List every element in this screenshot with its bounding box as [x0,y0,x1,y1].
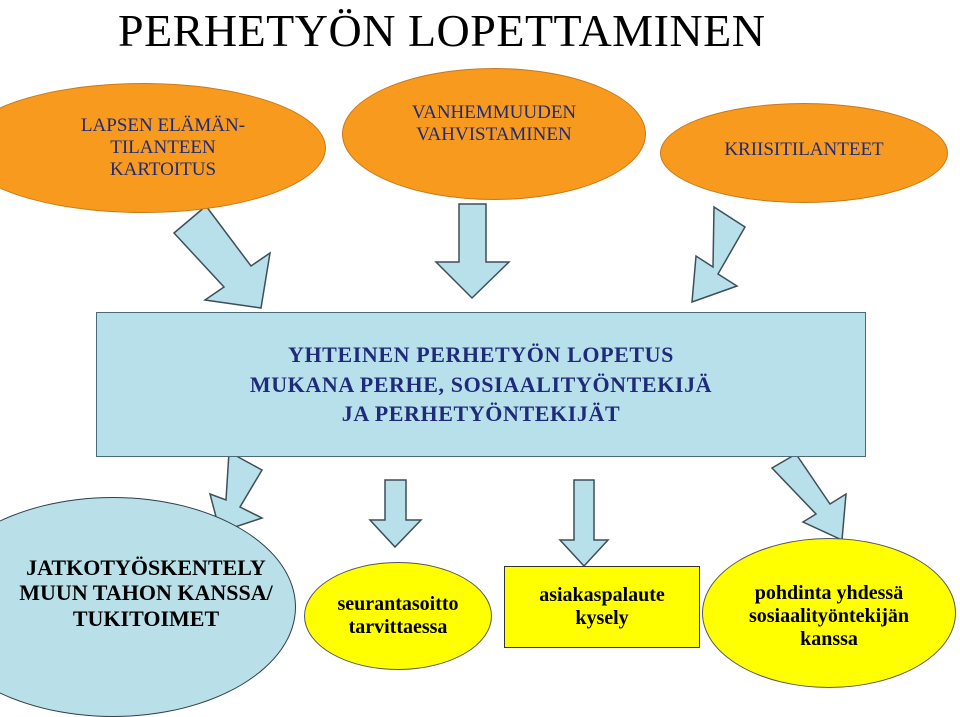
node-kriisitilanteet [660,103,948,203]
node-label: seurantasoitto tarvittaessa [337,593,459,638]
arrow-bottom-second [370,480,421,547]
node-label: JATKOTYÖSKENTELY MUUN TAHON KANSSA/ TUKITOIMET [19,555,273,631]
node-label: KRIISITILANTEET [724,139,884,161]
node-pohdinta-yhdessa [702,538,956,688]
arrow-bottom-third [560,480,608,566]
node-label: LAPSEN ELÄMÄN- TILANTEEN KARTOITUS [80,115,246,180]
arrow-top-middle [436,204,509,298]
node-vanhemmuuden-vahvistaminen [342,68,646,200]
page-title: PERHETYÖN LOPETTAMINEN [118,5,766,56]
node-yhteinen-perhetyon-lopetus [96,312,866,457]
node-label: VANHEMMUUDEN VAHVISTAMINEN [411,102,577,145]
node-label: pohdinta yhdessä sosiaalityöntekijän kanssa [748,581,910,650]
node-label: YHTEINEN PERHETYÖN LOPETUS MUKANA PERHE, SOSIAALITYÖNTEKIJÄ JA PERHETYÖNTEKIJÄT [249,341,713,427]
arrow-top-right [692,207,745,302]
node-asiakaspalaute-kysely [504,566,700,648]
node-label: asiakaspalaute kysely [539,584,665,629]
arrow-top-left [174,206,270,308]
node-seurantasoitto-tarvittaessa [304,562,492,670]
arrow-bottom-right [772,454,846,540]
